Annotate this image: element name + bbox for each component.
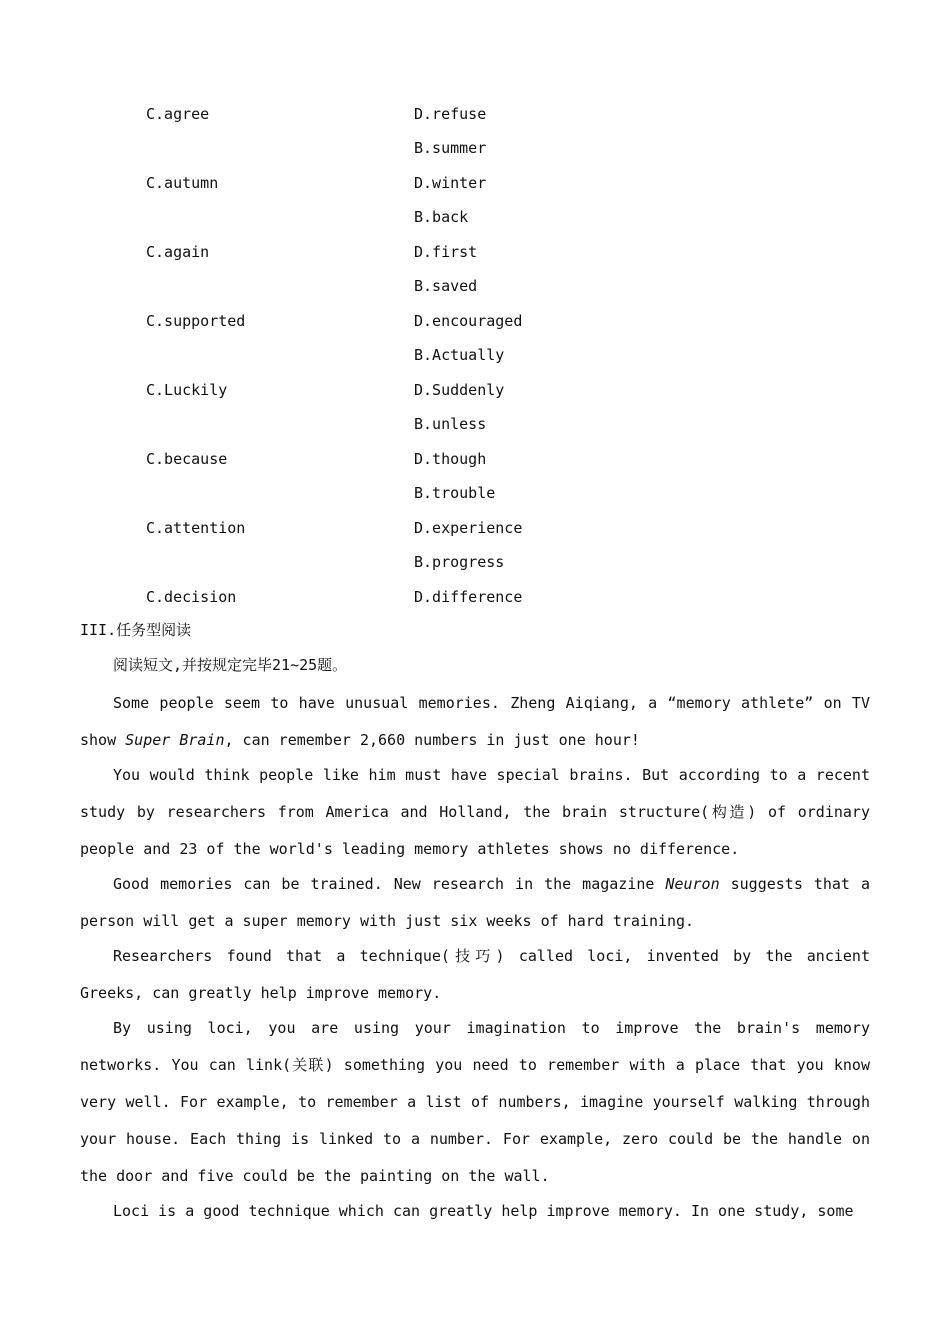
magazine-title: Neuron	[665, 875, 720, 893]
option-d: D.difference	[414, 588, 523, 606]
paragraph-6: Loci is a good technique which can greatly help improve memory. In one study, some	[113, 1202, 854, 1220]
paragraph-2: You would think people like him must have special brains. But according to a recent study by researchers from America and Holland, the brain structure(构造) of ordinary people and 23 of the world's leading memory athletes shows no difference.	[80, 766, 870, 858]
paragraph-5: By using loci, you are using your imagination to improve the brain's memory networks. You can link(关联) something you need to remember with a place that you know very well. For example, to remember a list of numbers, imagine yourself walking through your house. Each thing is linked to a number. For example, zero could be the handle on the door and five could be the painting on the wall.	[80, 1019, 870, 1185]
option-c: C.agree	[146, 105, 210, 123]
option-c: C.again	[146, 243, 210, 261]
option-b: B.trouble	[414, 484, 496, 502]
option-d: D.refuse	[414, 105, 487, 123]
option-d: D.encouraged	[414, 312, 523, 330]
option-c: C.decision	[146, 588, 237, 606]
option-c: C.because	[146, 450, 228, 468]
option-b: B.unless	[414, 415, 487, 433]
option-b: B.back	[414, 208, 469, 226]
option-d: D.experience	[414, 519, 523, 537]
paragraph-text: , can remember 2,660 numbers in just one hour!	[224, 731, 640, 749]
section-instruction: 阅读短文,并按规定完毕21~25题。	[113, 656, 348, 674]
option-b: B.progress	[414, 553, 505, 571]
paragraph-text: Good memories can be trained. New research in the magazine	[113, 875, 666, 893]
option-d: D.winter	[414, 174, 487, 192]
reading-passage	[80, 685, 870, 1228]
option-c: C.Luckily	[146, 381, 228, 399]
option-d: D.Suddenly	[414, 381, 505, 399]
option-c: C.supported	[146, 312, 246, 330]
section-heading: III.任务型阅读	[80, 621, 192, 639]
option-b: B.saved	[414, 277, 478, 295]
paragraph-4: Researchers found that a technique(技巧) called loci, invented by the ancient Greeks, can greatly help improve memory.	[80, 947, 870, 1002]
option-b: B.summer	[414, 139, 487, 157]
option-d: D.though	[414, 450, 487, 468]
paragraph-text: Some people seem to have unusual memories. Zheng Aiqiang, a “memory athlete” on TV show	[80, 694, 870, 749]
show-title: Super Brain	[125, 731, 225, 749]
option-c: C.attention	[146, 519, 246, 537]
paragraph-3	[80, 866, 870, 940]
paragraph-1	[80, 685, 870, 759]
option-b: B.Actually	[414, 346, 505, 364]
option-d: D.first	[414, 243, 478, 261]
paragraph-text: suggests that a person will get a super memory with just six weeks of hard training.	[80, 875, 870, 930]
option-c: C.autumn	[146, 174, 219, 192]
